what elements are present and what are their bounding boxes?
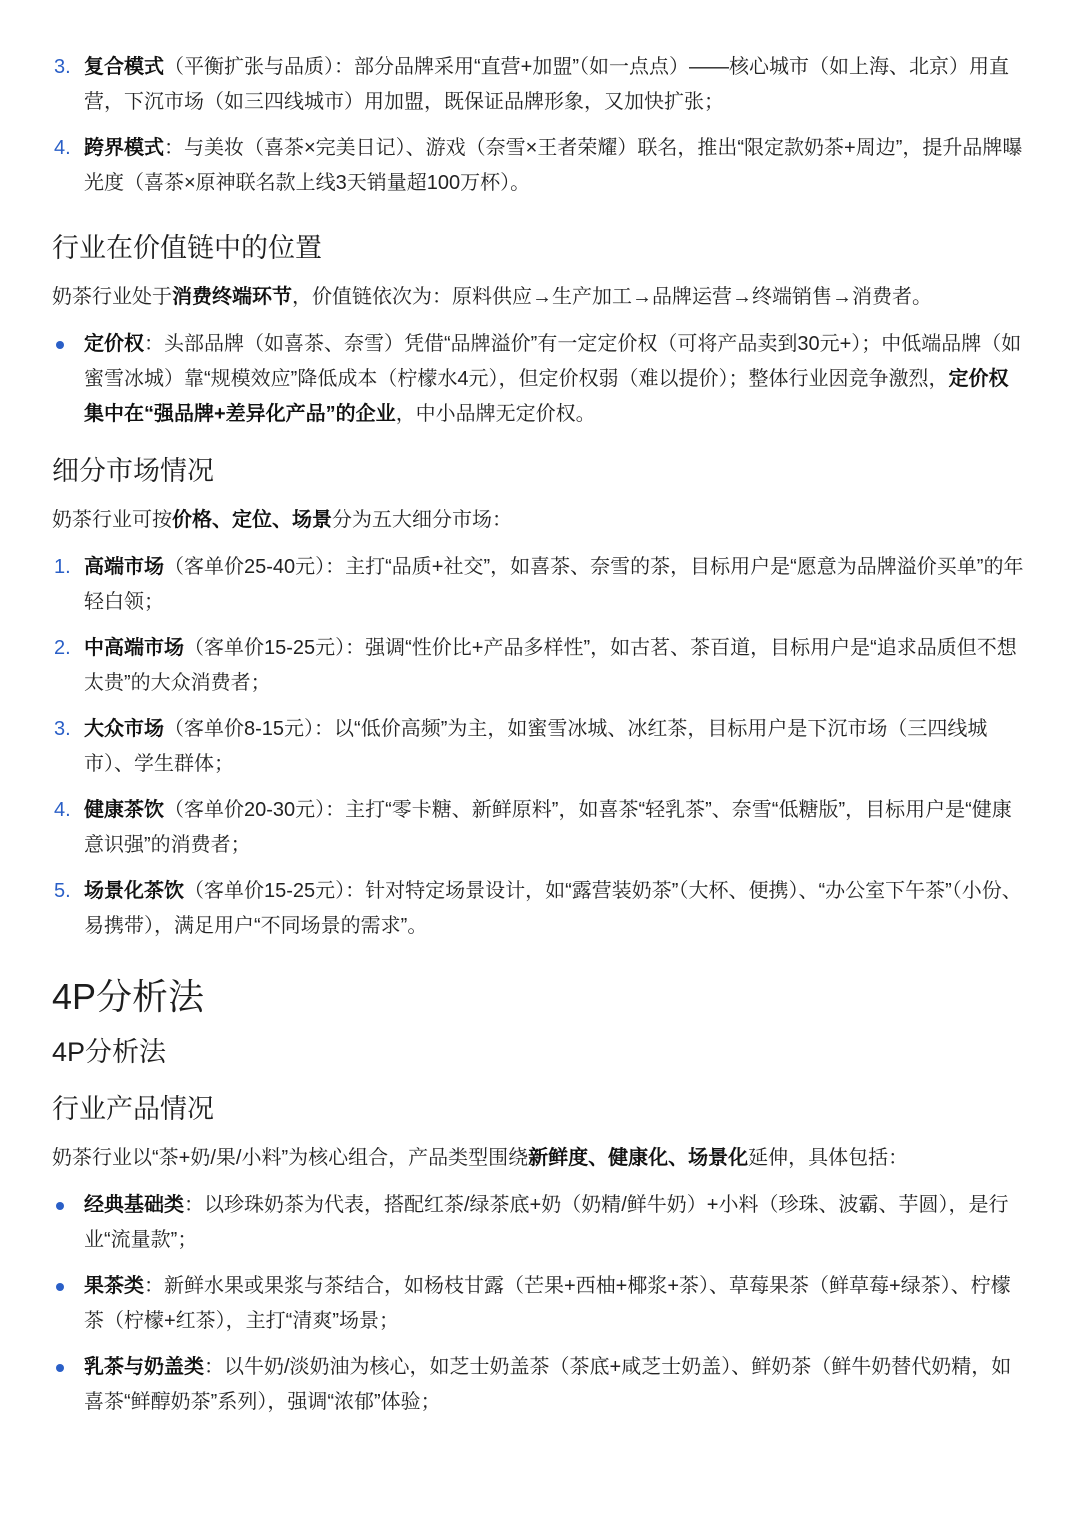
list-item-text: （客单价25-40元）：主打“品质+社交”，如喜茶、奈雪的茶，目标用户是“愿意为品牌溢价买单”的年轻白领；: [84, 556, 1024, 614]
text-run: ，价值链依次为：原料供应→生产加工→品牌运营→终端销售→消费者。: [292, 286, 932, 309]
text-run: 奶茶行业可按: [52, 509, 172, 532]
list-item-term: 健康茶饮: [84, 799, 164, 822]
list-item-text: （客单价8-15元）：以“低价高频”为主，如蜜雪冰城、冰红茶，目标用户是下沉市场（三四线城市）、学生群体；: [84, 718, 988, 776]
list-item-term: 复合模式: [84, 56, 164, 78]
bold-run: 新鲜度、健康化、场景化: [528, 1147, 749, 1170]
text-run: 分为五大细分市场：: [332, 509, 512, 532]
list-item-term: 中高端市场: [84, 637, 184, 660]
list-number: 4.: [54, 137, 71, 159]
list-item-text: ，中小品牌无定价权。: [395, 403, 596, 426]
list-number: 1.: [54, 556, 71, 579]
list-item-text: （平衡扩张与品质）：部分品牌采用“直营+加盟”（如一点点）——核心城市（如上海、北京）用直营，下沉市场（如三四线城市）用加盟，既保证品牌形象，又加快扩张；: [84, 56, 1009, 113]
list-item: [52, 712, 1024, 782]
text-run: 延伸，具体包括：: [748, 1147, 909, 1170]
bold-run: 消费终端环节: [172, 286, 292, 309]
pricing-power-list: [52, 327, 1024, 432]
value-chain-heading: 行业在价值链中的位置: [52, 233, 322, 263]
bold-run: 价格、定位、场景: [172, 509, 332, 532]
product-paragraph: [52, 1141, 1024, 1176]
business-model-list: [52, 50, 1024, 201]
list-item-text: ：新鲜水果或果浆与茶结合，如杨枝甘露（芒果+西柚+椰浆+茶）、草莓果茶（鲜草莓+绿茶）、柠檬茶（柠檬+红茶），主打“清爽”场景；: [84, 1275, 1011, 1333]
list-item-term: 高端市场: [84, 556, 164, 579]
list-item-text: ：头部品牌（如喜茶、奈雪）凭借“品牌溢价”有一定定价权（可将产品卖到30元+）；中低端品牌（如蜜雪冰城）靠“规模效应”降低成本（柠檬水4元），但定价权弱（难以提价）；整体行业因竞争激烈，: [84, 333, 1022, 391]
list-item-text: （客单价15-25元）：针对特定场景设计，如“露营装奶茶”（大杯、便携）、“办公室下午茶”（小份、易携带），满足用户“不同场景的需求”。: [84, 880, 1022, 938]
list-number: 5.: [54, 880, 71, 903]
list-item-term: 乳茶与奶盖类: [84, 1356, 204, 1379]
fourp-subtitle: 4P分析法: [52, 1036, 167, 1067]
bullet-icon: [56, 1202, 64, 1210]
list-number: 3.: [54, 56, 71, 78]
list-item-text: （客单价15-25元）：强调“性价比+产品多样性”，如古茗、茶百道，目标用户是“追求品质但不想太贵”的大众消费者；: [84, 637, 1017, 695]
list-item: [52, 1350, 1024, 1420]
list-item: [52, 874, 1024, 944]
list-item: [52, 131, 1024, 201]
bullet-icon: [56, 1364, 64, 1372]
text-run: 奶茶行业以“茶+奶/果/小料”为核心组合，产品类型围绕: [52, 1147, 529, 1170]
list-item-text: ：与美妆（喜茶×完美日记）、游戏（奈雪×王者荣耀）联名，推出“限定款奶茶+周边”，提升品牌曝光度（喜茶×原神联名款上线3天销量超100万杯）。: [84, 137, 1023, 194]
list-item-term: 经典基础类: [84, 1194, 184, 1217]
list-item: [52, 1269, 1024, 1339]
text-run: 奶茶行业处于: [52, 286, 172, 309]
list-item-text: ：以牛奶/淡奶油为核心，如芝士奶盖茶（茶底+咸芝士奶盖）、鲜奶茶（鲜牛奶替代奶精，如喜茶“鲜醇奶茶”系列），强调“浓郁”体验；: [84, 1356, 1012, 1414]
list-item: [52, 631, 1024, 701]
product-heading: 行业产品情况: [52, 1094, 214, 1125]
list-item-term: 果茶类: [84, 1275, 144, 1298]
list-item: [52, 327, 1024, 432]
value-chain-paragraph: [52, 280, 1024, 315]
list-item-term: 大众市场: [84, 718, 164, 741]
list-number: 3.: [54, 718, 71, 741]
list-item: [52, 1188, 1024, 1258]
list-item: [52, 793, 1024, 863]
list-item-term: 定价权: [84, 333, 144, 356]
list-item-text: ：以珍珠奶茶为代表，搭配红茶/绿茶底+奶（奶精/鲜牛奶）+小料（珍珠、波霸、芋圆），是行业“流量款”；: [84, 1194, 1009, 1252]
segments-list: [52, 550, 1024, 944]
list-item: [52, 50, 1024, 120]
product-list: [52, 1188, 1024, 1420]
segments-heading: 细分市场情况: [52, 456, 214, 487]
list-item-text: （客单价20-30元）：主打“零卡糖、新鲜原料”，如喜茶“轻乳茶”、奈雪“低糖版”，目标用户是“健康意识强”的消费者；: [84, 799, 1012, 857]
bullet-icon: [56, 1283, 64, 1291]
fourp-title: 4P分析法: [52, 976, 205, 1018]
bold-run: 定价权集中在“强品牌+差异化产品”的企业: [84, 368, 1009, 426]
list-number: 2.: [54, 637, 71, 660]
list-item-term: 场景化茶饮: [84, 880, 184, 903]
segments-paragraph: [52, 503, 1024, 538]
list-item: [52, 550, 1024, 620]
list-number: 4.: [54, 799, 71, 822]
bullet-icon: [56, 341, 64, 349]
list-item-term: 跨界模式: [84, 137, 164, 159]
